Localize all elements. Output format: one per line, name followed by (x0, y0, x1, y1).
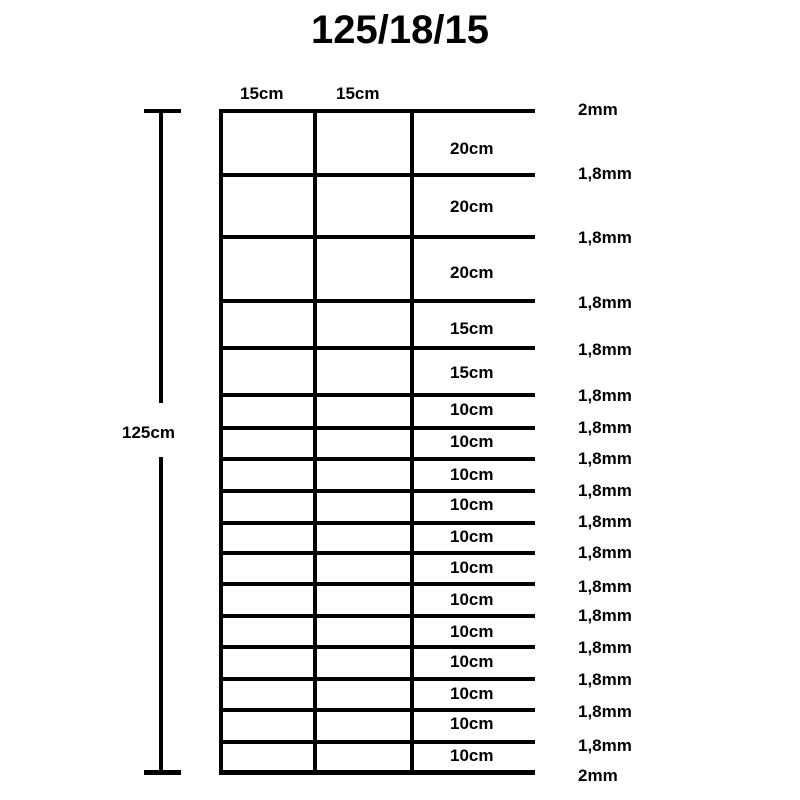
spacing-label: 10cm (450, 432, 494, 451)
horizontal-wire (219, 708, 535, 712)
spacing-label: 10cm (450, 590, 494, 609)
wire-thickness-label: 1,8mm (578, 512, 632, 531)
dimension-stem-upper (159, 109, 163, 403)
wire-thickness-label: 1,8mm (578, 702, 632, 721)
spacing-label: 10cm (450, 684, 494, 703)
spacing-label: 10cm (450, 527, 494, 546)
horizontal-wire (219, 426, 535, 430)
wire-thickness-label: 1,8mm (578, 164, 632, 183)
wire-thickness-label: 1,8mm (578, 418, 632, 437)
horizontal-wire (219, 346, 535, 350)
spacing-label: 10cm (450, 652, 494, 671)
horizontal-wire (219, 457, 535, 461)
spacing-label: 20cm (450, 197, 494, 216)
spacing-label: 10cm (450, 465, 494, 484)
spacing-label: 10cm (450, 558, 494, 577)
wire-thickness-label: 1,8mm (578, 670, 632, 689)
wire-thickness-top: 2mm (578, 100, 618, 119)
spacing-label: 10cm (450, 622, 494, 641)
wire-thickness-label: 1,8mm (578, 736, 632, 755)
horizontal-wire (219, 740, 535, 744)
column-width-label-1: 15cm (240, 84, 284, 103)
wire-thickness-label: 1,8mm (578, 449, 632, 468)
total-height-label: 125cm (122, 423, 175, 442)
spacing-label: 10cm (450, 746, 494, 765)
dimension-stem-lower (159, 457, 163, 773)
horizontal-wire-bottom (219, 770, 535, 775)
horizontal-wire-top (219, 109, 535, 113)
horizontal-wire (219, 299, 535, 303)
spacing-label: 10cm (450, 400, 494, 419)
horizontal-wire (219, 582, 535, 586)
horizontal-wire (219, 521, 535, 525)
wire-thickness-bottom: 2mm (578, 766, 618, 785)
horizontal-wire (219, 677, 535, 681)
horizontal-wire (219, 645, 535, 649)
horizontal-wire (219, 489, 535, 493)
wire-thickness-label: 1,8mm (578, 481, 632, 500)
wire-thickness-label: 1,8mm (578, 577, 632, 596)
wire-thickness-label: 1,8mm (578, 543, 632, 562)
vertical-wire-1 (219, 109, 223, 775)
spacing-label: 15cm (450, 319, 494, 338)
wire-thickness-label: 1,8mm (578, 638, 632, 657)
column-width-label-2: 15cm (336, 84, 380, 103)
dimension-cap-bottom (144, 770, 181, 775)
wire-thickness-label: 1,8mm (578, 228, 632, 247)
vertical-wire-2 (313, 109, 317, 775)
diagram-title: 125/18/15 (311, 8, 489, 52)
spacing-label: 10cm (450, 714, 494, 733)
horizontal-wire (219, 235, 535, 239)
spacing-label: 20cm (450, 139, 494, 158)
wire-thickness-label: 1,8mm (578, 340, 632, 359)
wire-thickness-label: 1,8mm (578, 606, 632, 625)
horizontal-wire (219, 393, 535, 397)
wire-thickness-label: 1,8mm (578, 293, 632, 312)
horizontal-wire (219, 551, 535, 555)
spacing-label: 15cm (450, 363, 494, 382)
spacing-label: 10cm (450, 495, 494, 514)
horizontal-wire (219, 614, 535, 618)
vertical-wire-3 (410, 109, 414, 775)
spacing-label: 20cm (450, 263, 494, 282)
wire-thickness-label: 1,8mm (578, 386, 632, 405)
horizontal-wire (219, 173, 535, 177)
